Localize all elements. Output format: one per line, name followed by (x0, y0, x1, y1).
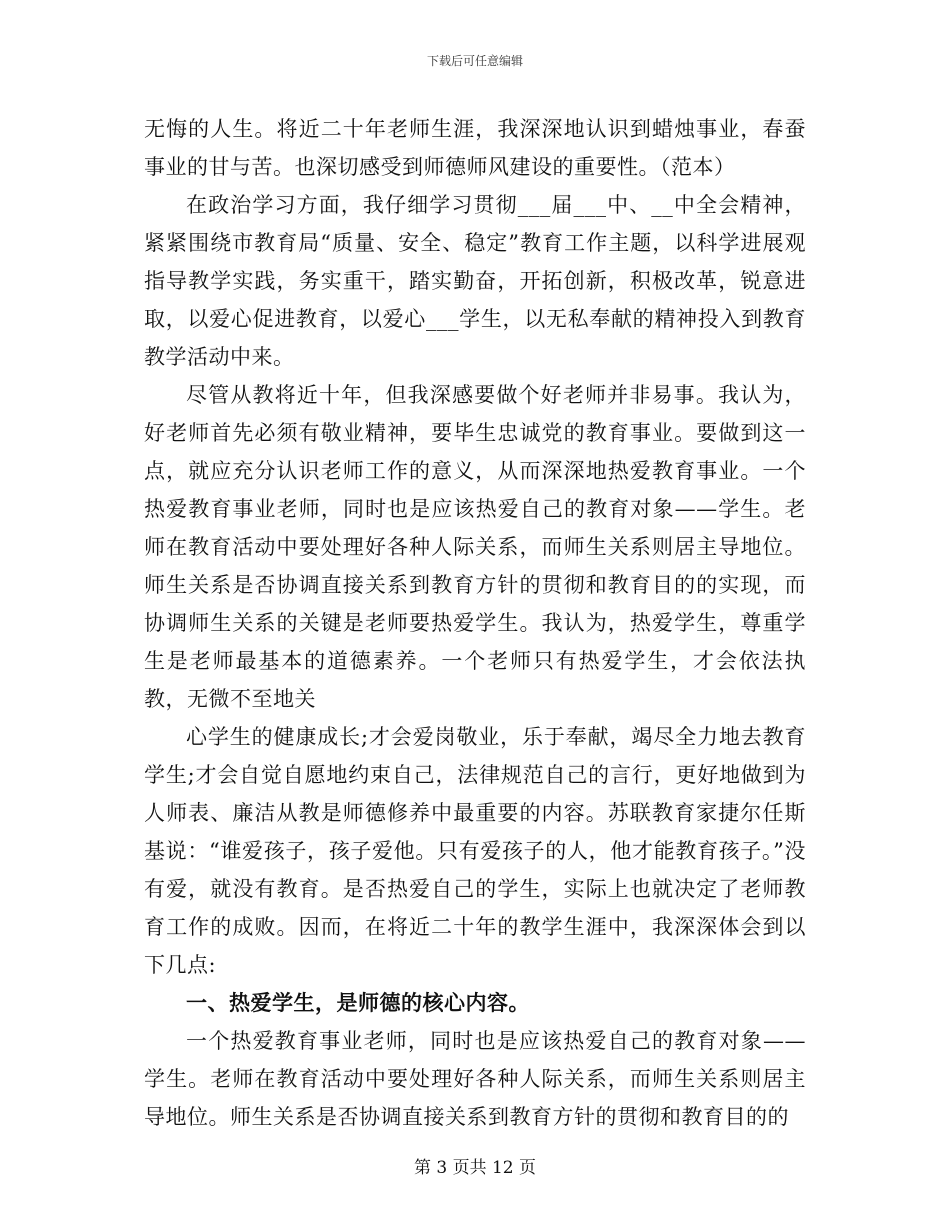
paragraph-5: 一个热爱教育事业老师，同时也是应该热爱自己的教育对象——学生。老师在教育活动中要处理好各种人际关系，而师生关系则居主导地位。师生关系是否协调直接关系到教育方针的贯彻和教育目的的 (144, 1029, 806, 1129)
section-heading: 一、热爱学生，是师德的核心内容。 (186, 990, 530, 1015)
paragraph-1: 无悔的人生。将近二十年老师生涯，我深深地认识到蜡烛事业，春蚕事业的甘与苦。也深切感受到师德师风建设的重要性。（范本） (144, 117, 806, 179)
document-body (144, 110, 806, 1136)
page-number-footer: 第 3 页共 12 页 (413, 1158, 537, 1178)
paragraph-2: 在政治学习方面，我仔细学习贯彻___届___中、__中全会精神，紧紧围绕市教育局“质量、安全、稳定”教育工作主题，以科学进展观指导教学实践，务实重干，踏实勤奋，开拓创新，积极改革，锐意进取，以爱心促进教育，以爱心___学生，以无私奉献的精神投入到教育教学活动中来。 (144, 193, 806, 369)
paragraph-3: 尽管从教将近十年，但我深感要做个好老师并非易事。我认为，好老师首先必须有敬业精神，要毕生忠诚党的教育事业。要做到这一点，就应充分认识老师工作的意义，从而深深地热爱教育事业。一个热爱教育事业老师，同时也是应该热爱自己的教育对象——学生。老师在教育活动中要处理好各种人际关系，而师生关系则居主导地位。师生关系是否协调直接关系到教育方针的贯彻和教育目的的实现，而协调师生关系的关键是老师要热爱学生。我认为，热爱学生，尊重学生是老师最基本的道德素养。一个老师只有热爱学生，才会依法执教，无微不至地关 (144, 383, 806, 711)
page-header: 下载后可任意编辑 (426, 54, 523, 68)
paragraph-4: 心学生的健康成长;才会爱岗敬业，乐于奉献，竭尽全力地去教育学生;才会自觉自愿地约束自己，法律规范自己的言行，更好地做到为人师表、廉洁从教是师德修养中最重要的内容。苏联教育家捷尔任斯基说：“谁爱孩子，孩子爱他。只有爱孩子的人，他才能教育孩子。”没有爱，就没有教育。是否热爱自己的学生，实际上也就决定了老师教育工作的成败。因而，在将近二十年的教学生涯中，我深深体会到以下几点: (144, 725, 806, 977)
